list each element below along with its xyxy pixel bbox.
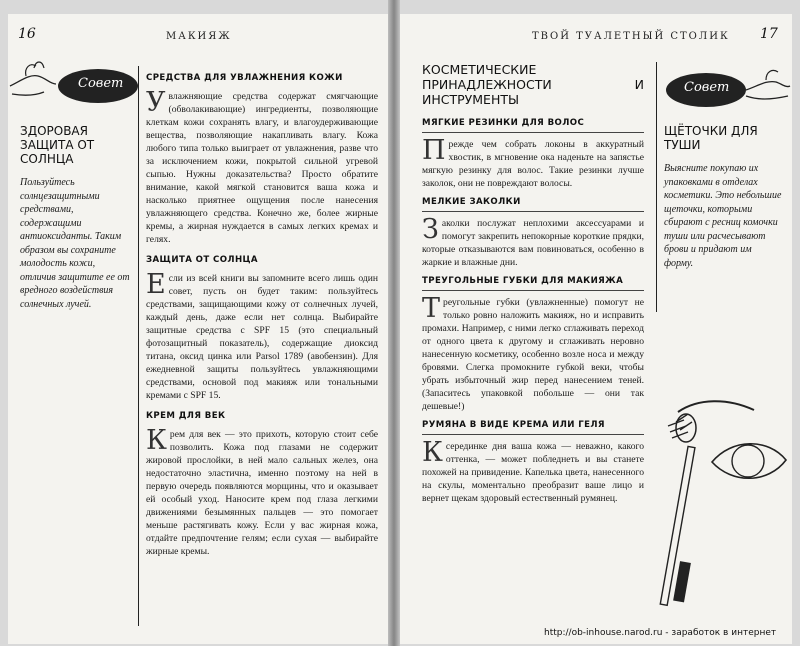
section [422, 117, 644, 190]
section-text: аколки послужат неплохими аксессуарами и помогут закрепить непокорные короткие прядки, которые отказываются вам повиноваться, особенно в жаркие и влажные дни. [422, 218, 644, 268]
drop-cap: Т [422, 293, 441, 324]
drop-cap: З [422, 214, 439, 245]
left-page [8, 14, 388, 644]
drop-cap: П [422, 135, 446, 166]
sidebar-text: Пользуйтесь солнцезащитными средствами, содержащими антиоксиданты. Таким образом вы сохраните молодость кожи, отличив защитите ее от вредного воздействия солнечных лучей. [20, 177, 130, 310]
book-gutter [388, 0, 400, 646]
section-heading: МЕЛКИЕ ЗАКОЛКИ [422, 196, 644, 212]
sidebar [20, 124, 132, 311]
section [146, 410, 378, 558]
section [146, 254, 378, 402]
section-text: сли из всей книги вы запомните всего лишь один совет, пусть он будет таким: пользуйтесь средствами, защищающими кожу от солнечных лучей, каждый день, даже если нет солнца. Выбирайте защитные средства с SPF 15 (это специальный фотозащитный показатель), содержащие диоксид титана, оксид цинка или Parsol 1789 (авобензин). Для ежедневной защиты пользуйтесь увлажняющими средствами, основой под макияж или тональными кремами с SPF 15. [146, 273, 378, 401]
drop-cap: К [146, 425, 167, 456]
section-heading: МЯГКИЕ РЕЗИНКИ ДЛЯ ВОЛОС [422, 117, 644, 133]
section-heading: РУМЯНА В ВИДЕ КРЕМА ИЛИ ГЕЛЯ [422, 419, 644, 435]
running-head: МАКИЯЖ [166, 31, 232, 42]
column-divider [138, 66, 139, 626]
section-text: рем для век — это прихоть, которую стоит себе позволить. Кожа под глазами не содержит жировой прослойки, в ней мало сальных желез, она недостаточно эластична, именно поэтому на ней в первую очередь появляются морщины, что и оказывает ей особый уход. Наносите крем под глаза легкими движениями безымянных пальцев — это помогает меньше растягивать кожу. Если у вас жирная кожа, отдайте предпочтение гелям; если сухая — выбирайте жирные кремы. [146, 429, 378, 557]
running-head: ТВОЙ ТУАЛЕТНЫЙ СТОЛИК [532, 31, 730, 42]
section-heading: СРЕДСТВА ДЛЯ УВЛАЖНЕНИЯ КОЖИ [146, 73, 343, 83]
section [146, 72, 378, 246]
section-text: серединке дня ваша кожа — неважно, какого оттенка, — может побледнеть и вы станете похожей на привидение. Капелька цвета, нанесенного на скулы, моментально преобразит ваше лицо и вернет щекам здоровый естественный румянец. [422, 441, 644, 504]
sidebar [664, 124, 782, 270]
main-column [146, 66, 378, 558]
sidebar-title: ЩЁТОЧКИ ДЛЯ ТУШИ [664, 124, 758, 152]
section-heading: КРЕМ ДЛЯ ВЕК [146, 411, 226, 421]
column-divider [656, 62, 657, 312]
eye-mascara-illustration [658, 392, 788, 622]
drop-cap: Е [146, 269, 166, 300]
section [422, 419, 644, 505]
section-text: режде чем собрать локоны в аккуратный хвостик, в мгновение ока наденьте на запястье мягкую резинку для волос. Такие резинки лучше заколок, они не повреждают волосы. [422, 139, 644, 189]
drop-cap: У [146, 87, 166, 118]
section-heading: ЗАЩИТА ОТ СОЛНЦА [146, 255, 258, 265]
page-number: 17 [760, 26, 778, 42]
main-column [422, 62, 644, 505]
section-text: влажняющие средства содержат смягчающие (обволакивающие) ингредиенты, позволяющие клеткам кожи сохранять влагу, и влагоудерживающие вещества, позволяющие накапливать влагу. Кожа любого типа только выиграет от увлажнения, разве что за исключением кожи, покрытой сильной угревой сыпью. Нужны доказательства? Просто обратите внимание, какой мягкой становится ваша кожа и насколько приятнее ощущения после нанесения увлажняющего средства. Конечно же, более жирные кремы, а жирная нуждается в самых легких кремах и гелях. [146, 91, 378, 245]
sidebar-text: Выясните покупаю их упаковками в отделах косметики. Это небольшие щеточки, которыми сбирают с ресниц комочки туши или расчесывают брови и придают им форму. [664, 163, 782, 269]
page-number: 16 [18, 26, 36, 42]
badge-label: Совет [78, 76, 124, 91]
main-heading: КОСМЕТИЧЕСКИЕ ПРИНАДЛЕЖНОСТИ И ИНСТРУМЕНТЫ [422, 62, 644, 107]
drop-cap: К [422, 437, 443, 468]
section [422, 196, 644, 269]
section [422, 275, 644, 413]
section-heading: ТРЕУГОЛЬНЫЕ ГУБКИ ДЛЯ МАКИЯЖА [422, 275, 644, 291]
section-text: реугольные губки (увлажненные) помогут не только ровно наложить макияж, но и исправить промахи. Например, с ними легко сглаживать переход от одного цвета к другому и сглаживать неровно нанесенную косметику, особенно возле носа и между бровями. Слегка промокните губкой веки, чтобы убрать избыточный жир перед нанесением теней. (Запаситесь упаковкой побольше — они так дешевые!) [422, 297, 644, 412]
badge-label: Совет [684, 80, 730, 95]
footer-url: http://ob-inhouse.narod.ru - заработок в интернет [544, 628, 777, 638]
right-page [400, 14, 792, 644]
sidebar-title: ЗДОРОВАЯ ЗАЩИТА ОТ СОЛНЦА [20, 124, 95, 166]
